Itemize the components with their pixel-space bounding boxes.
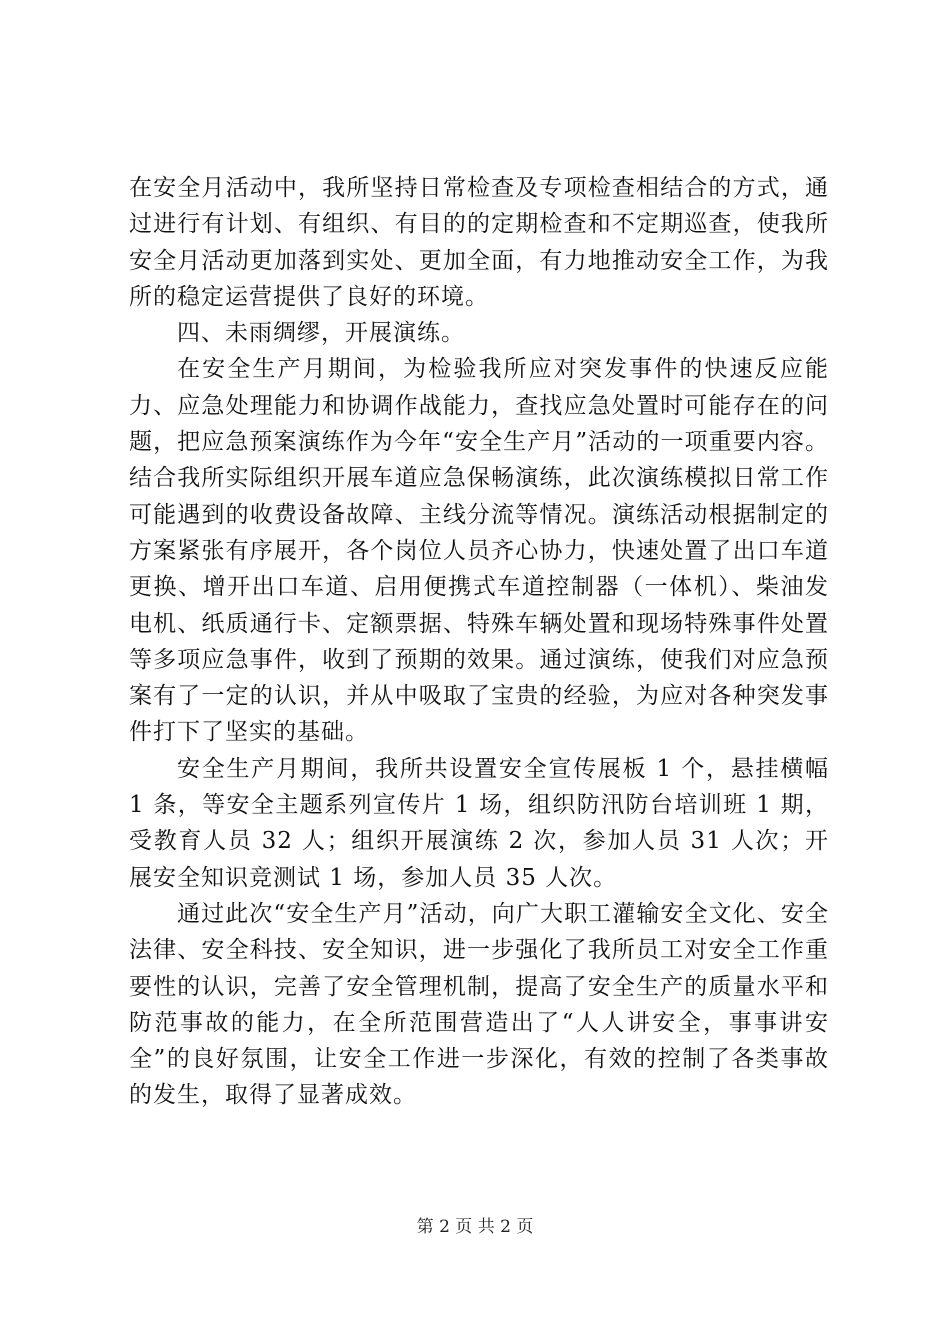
document-body [129, 170, 829, 1114]
section-heading-drills: 四、未雨绸缪，开展演练。 [177, 320, 465, 347]
paragraph-emergency-drill: 在安全生产月期间，为检验我所应对突发事件的快速反应能力、应急处理能力和协调作战能力，查找应急处置时可能存在的问题，把应急预案演练作为今年“安全生产月”活动的一项重要内容。结合我所实际组织开展车道应急保畅演练，此次演练模拟日常工作可能遇到的收费设备故障、主线分流等情况。演练活动根据制定的方案紧张有序展开，各个岗位人员齐心协力，快速处置了出口车道更换、增开出口车道、启用便携式车道控制器（一体机）、柴油发电机、纸质通行卡、定额票据、特殊车辆处置和现场特殊事件处置等多项应急事件，收到了预期的效果。通过演练，使我们对应急预案有了一定的认识，并从中吸取了宝贵的经验，为应对各种突发事件打下了坚实的基础。 [129, 356, 829, 746]
page-number-footer: 第 2 页 共 2 页 [416, 1217, 534, 1237]
paragraph-conclusion: 通过此次“安全生产月”活动，向广大职工灌输安全文化、安全法律、安全科技、安全知识，进一步强化了我所员工对安全工作重要性的认识，完善了安全管理机制，提高了安全生产的质量水平和防范事故的能力，在全所范围营造出了“人人讲安全，事事讲安全”的良好氛围，让安全工作进一步深化，有效的控制了各类事故的发生，取得了显著成效。 [129, 900, 829, 1109]
paragraph-inspection-summary: 在安全月活动中，我所坚持日常检查及专项检查相结合的方式，通过进行有计划、有组织、有目的的定期检查和不定期巡查，使我所安全月活动更加落到实处、更加全面，有力地推动安全工作，为我所的稳定运营提供了良好的环境。 [129, 175, 829, 310]
paragraph-statistics: 安全生产月期间，我所共设置安全宣传展板 1 个，悬挂横幅 1 条，等安全主题系列宣传片 1 场，组织防汛防台培训班 1 期，受教育人员 32 人；组织开展演练 2 次，参加人员 31 人次；开展安全知识竞测试 1 场，参加人员 35 人次。 [129, 755, 829, 891]
